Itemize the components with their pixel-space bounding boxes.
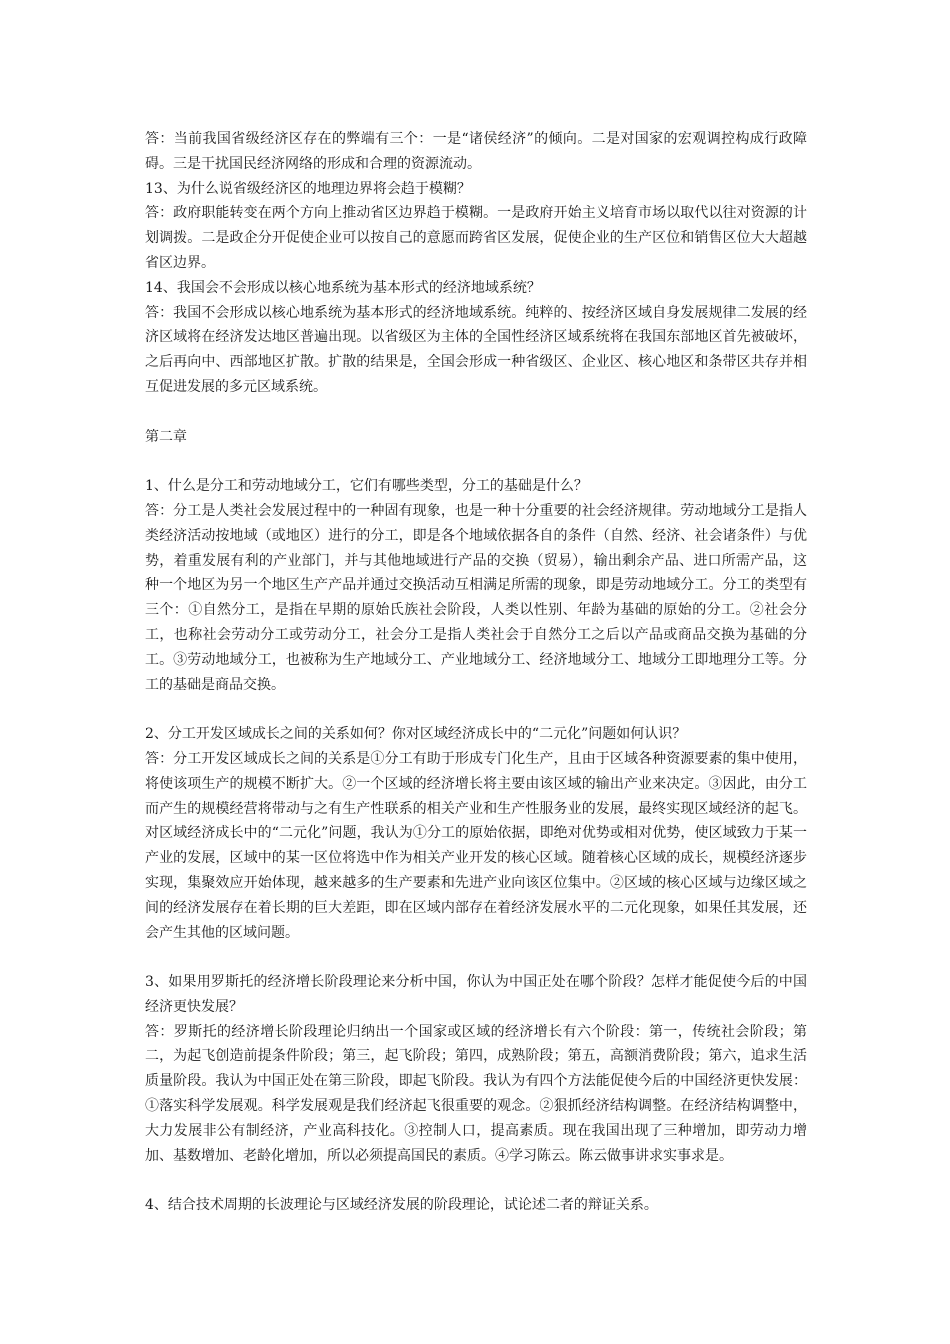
question-14: 14、我国会不会形成以核心地系统为基本形式的经济地域系统？ xyxy=(145,279,541,296)
document-page xyxy=(145,127,807,1218)
question-4: 4、结合技术周期的长波理论与区域经济发展的阶段理论，试论述二者的辩证关系。 xyxy=(145,1197,658,1214)
answer-paragraph: 答：分工是人类社会发展过程中的一种固有现象，也是一种十分重要的社会经济规律。劳动地域分工是指人类经济活动按地域（或地区）进行的分工，即是各个地域依据各自的条件（自然、经济、社会诸条件）与优势，着重发展有利的产业部门，并与其他地域进行产品的交换（贸易），输出剩余产品、进口所需产品，这种一个地区为另一个地区生产产品并通过交换活动互相满足所需的现象，即是劳动地域分工。分工的类型有三个：①自然分工，是指在早期的原始氏族社会阶段，人类以性别、年龄为基础的原始的分工。②社会分工，也称社会劳动分工或劳动分工，社会分工是指人类社会于自然分工之后以产品或商品交换为基础的分工。③劳动地域分工，也被称为生产地域分工、产业地域分工、经济地域分工、地域分工即地理分工等。分工的基础是商品交换。 xyxy=(145,502,807,693)
question-3: 3、如果用罗斯托的经济增长阶段理论来分析中国，你认为中国正处在哪个阶段？怎样才能促使今后的中国经济更快发展？ xyxy=(145,974,807,1015)
answer-paragraph: 答：我国不会形成以核心地系统为基本形式的经济地域系统。纯粹的、按经济区域自身发展规律二发展的经济区域将在经济发达地区普遍出现。以省级区为主体的全国性经济区域系统将在我国东部地区首先被破坏，之后再向中、西部地区扩散。扩散的结果是，全国会形成一种省级区、企业区、核心地区和条带区共存并相互促进发展的多元区域系统。 xyxy=(145,304,807,395)
chapter-heading: 第二章 xyxy=(145,428,187,445)
blank-line xyxy=(145,449,807,474)
answer-paragraph: 答：当前我国省级经济区存在的弊端有三个：一是“诸侯经济”的倾向。二是对国家的宏观调控构成行政障碍。三是干扰国民经济网络的形成和合理的资源流动。 xyxy=(145,131,807,172)
blank-line xyxy=(145,400,807,425)
answer-paragraph: 答：分工开发区域成长之间的关系是①分工有助于形成专门化生产，且由于区域各种资源要素的集中使用，将使该项生产的规模不断扩大。②一个区域的经济增长将主要由该区域的输出产业来决定。③因此，由分工而产生的规模经营将带动与之有生产性联系的相关产业和生产性服务业的发展，最终实现区域经济的起飞。对区域经济成长中的“二元化”问题，我认为①分工的原始依据，即绝对优势或相对优势，使区域致力于某一产业的发展，区域中的某一区位将选中作为相关产业开发的核心区域。随着核心区域的成长，规模经济逐步实现，集聚效应开始体现，越来越多的生产要素和先进产业向该区位集中。②区域的核心区域与边缘区域之间的经济发展存在着长期的巨大差距，即在区域内部存在着经济发展水平的二元化现象，如果任其发展，还会产生其他的区域问题。 xyxy=(145,750,807,941)
answer-paragraph: 答：罗斯托的经济增长阶段理论归纳出一个国家或区域的经济增长有六个阶段：第一，传统社会阶段；第二，为起飞创造前提条件阶段；第三，起飞阶段；第四，成熟阶段；第五，高额消费阶段；第六，追求生活质量阶段。我认为中国正处在第三阶段，即起飞阶段。我认为有四个方法能促使今后的中国经济更快发展：①落实科学发展观。科学发展观是我们经济起飞很重要的观念。②狠抓经济结构调整。在经济结构调整中，大力发展非公有制经济，产业高科技化。③控制人口，提高素质。现在我国出现了三种增加，即劳动力增加、基数增加、老龄化增加，所以必须提高国民的素质。④学习陈云。陈云做事讲求实事求是。 xyxy=(145,1023,807,1164)
question-2: 2、分工开发区域成长之间的关系如何？你对区域经济成长中的“二元化”问题如何认识？ xyxy=(145,726,687,743)
question-13: 13、为什么说省级经济区的地理边界将会趋于模糊？ xyxy=(145,180,471,197)
blank-line xyxy=(145,1168,807,1193)
answer-paragraph: 答：政府职能转变在两个方向上推动省区边界趋于模糊。一是政府开始主义培育市场以取代以往对资源的计划调拨。二是政企分开促使企业可以按自己的意愿而跨省区发展，促使企业的生产区位和销售区位大大超越省区边界。 xyxy=(145,205,807,271)
blank-line xyxy=(145,697,807,722)
question-1: 1、什么是分工和劳动地域分工，它们有哪些类型，分工的基础是什么？ xyxy=(145,478,588,495)
blank-line xyxy=(145,945,807,970)
